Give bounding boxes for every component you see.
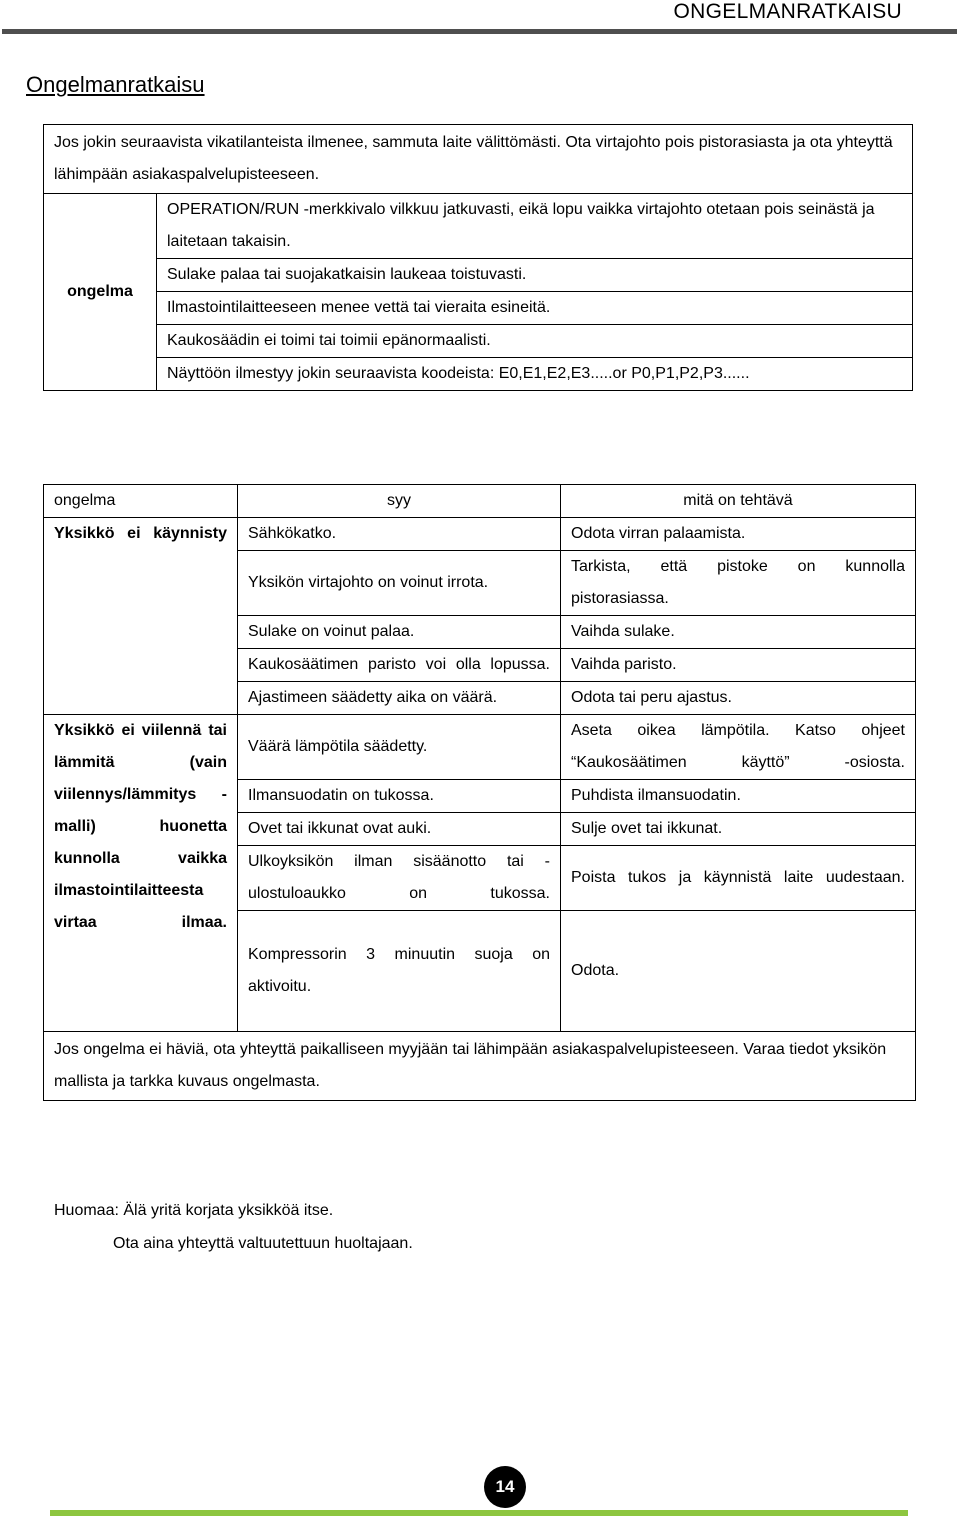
- action-cell: Aseta oikea lämpötila. Katso ohjeet “Kaukosäätimen käyttö” -osiosta.: [561, 715, 916, 780]
- cause-cell: Yksikön virtajohto on voinut irrota.: [238, 551, 561, 616]
- cause-cell: Ovet tai ikkunat ovat auki.: [238, 813, 561, 846]
- cause-cell: Ilmansuodatin on tukossa.: [238, 780, 561, 813]
- note-line-1: Huomaa: Älä yritä korjata yksikköä itse.: [54, 1202, 334, 1219]
- cause-cell: Kaukosäätimen paristo voi olla lopussa.: [238, 649, 561, 682]
- cause-cell: Sähkökatko.: [238, 518, 561, 551]
- warning-table: [43, 124, 913, 391]
- warning-item: OPERATION/RUN -merkkivalo vilkkuu jatkuvasti, eikä lopu vaikka virtajohto otetaan pois seinästä ja laitetaan takaisin.: [157, 194, 913, 259]
- cause-cell: Väärä lämpötila säädetty.: [238, 715, 561, 780]
- column-header-action: mitä on tehtävä: [561, 485, 916, 518]
- troubleshooting-footer: Jos ongelma ei häviä, ota yhteyttä paikalliseen myyjään tai lähimpään asiakaspalvelupisteeseen. Varaa tiedot yksikön mallista ja tarkka kuvaus ongelmasta.: [44, 1032, 916, 1101]
- column-header-problem: ongelma: [44, 485, 238, 518]
- action-cell: Poista tukos ja käynnistä laite uudestaan.: [561, 846, 916, 911]
- note-line-2: Ota aina yhteyttä valtuutettuun huoltajaan.: [113, 1235, 413, 1252]
- page-number: 14: [484, 1466, 526, 1508]
- header-divider: [2, 29, 957, 34]
- warning-intro: Jos jokin seuraavista vikatilanteista ilmenee, sammuta laite välittömästi. Ota virtajohto pois pistorasiasta ja ota yhteyttä lähimpään asiakaspalvelupisteeseen.: [44, 125, 913, 194]
- action-cell: Odota tai peru ajastus.: [561, 682, 916, 715]
- cause-cell: Ulkoyksikön ilman sisäänotto tai -ulostuloaukko on tukossa.: [238, 846, 561, 911]
- problem-cell: Yksikkö ei käynnisty: [44, 518, 238, 715]
- warning-item: Ilmastointilaitteeseen menee vettä tai vieraita esineitä.: [157, 292, 913, 325]
- cause-cell: Ajastimeen säädetty aika on väärä.: [238, 682, 561, 715]
- cause-cell: Kompressorin 3 minuutin suoja on aktivoitu.: [238, 911, 561, 1032]
- action-cell: Sulje ovet tai ikkunat.: [561, 813, 916, 846]
- action-cell: Puhdista ilmansuodatin.: [561, 780, 916, 813]
- warning-item: Näyttöön ilmestyy jokin seuraavista koodeista: E0,E1,E2,E3.....or P0,P1,P2,P3......: [157, 358, 913, 391]
- warning-item: Kaukosäädin ei toimi tai toimii epänormaalisti.: [157, 325, 913, 358]
- action-cell: Tarkista, että pistoke on kunnolla pistorasiassa.: [561, 551, 916, 616]
- problem-cell: Yksikkö ei viilennä tai lämmitä (vain viilennys/lämmitys -malli) huonetta kunnolla vaikka ilmastointilaitteesta virtaa ilmaa.: [44, 715, 238, 1032]
- action-cell: Vaihda sulake.: [561, 616, 916, 649]
- cause-cell: Sulake on voinut palaa.: [238, 616, 561, 649]
- action-cell: Odota.: [561, 911, 916, 1032]
- footer-divider: [50, 1510, 908, 1516]
- warning-item: Sulake palaa tai suojakatkaisin laukeaa toistuvasti.: [157, 259, 913, 292]
- troubleshooting-table: [43, 484, 916, 1101]
- action-cell: Vaihda paristo.: [561, 649, 916, 682]
- column-header-cause: syy: [238, 485, 561, 518]
- page-title: Ongelmanratkaisu: [26, 72, 205, 97]
- warning-label: ongelma: [44, 194, 157, 391]
- action-cell: Odota virran palaamista.: [561, 518, 916, 551]
- running-header-title: ONGELMANRATKAISU: [673, 0, 902, 23]
